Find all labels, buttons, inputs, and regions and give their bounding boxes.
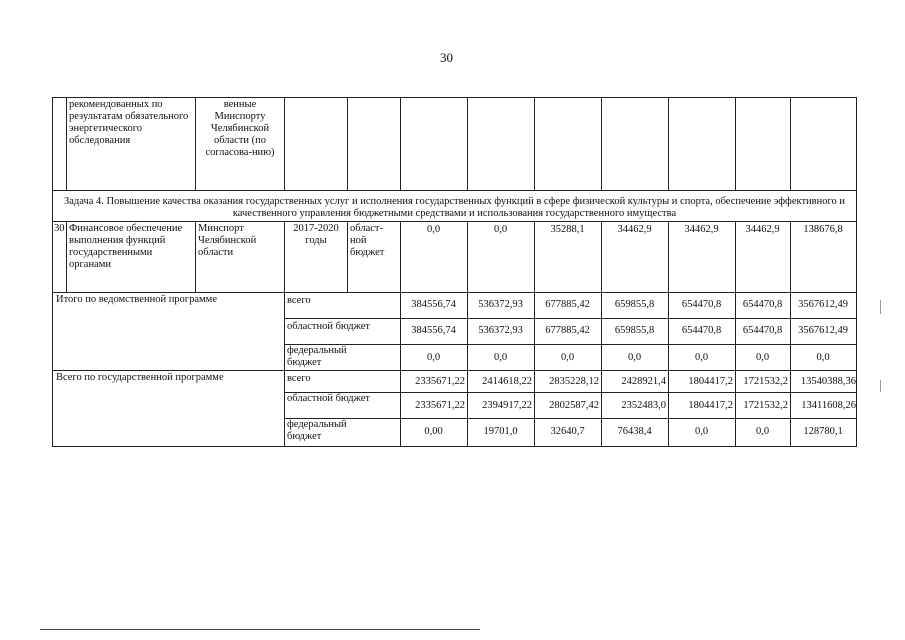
vsego-vsego-v1: 2335671,22 (415, 376, 465, 387)
table-border (347, 221, 348, 292)
table-border (534, 97, 535, 190)
itogo-vsego-total: 3567612,49 (798, 299, 848, 310)
itogo-fed-v6: 0,0 (755, 352, 770, 363)
itogo-obl-total: 3567612,49 (798, 325, 848, 336)
vsego-fed-total: 128780,1 (803, 426, 843, 437)
task-heading: Задача 4. Повышение качества оказания государственных услуг и исполнения государственных функций в сфере физической культуры и спорта, обеспечение эффективного и качественного управления бюджетными средствами и использования государственного имущества (63, 196, 846, 219)
responsible-cell: венные Минспорту Челябинской области (по согласова-нию) (205, 99, 275, 158)
vsego-fed-v2: 19701,0 (483, 426, 518, 437)
vsego-vsego-v4: 2428921,4 (621, 376, 666, 387)
vsego-fed-label: федеральный бюджет (287, 419, 347, 442)
vsego-fed-v6: 0,0 (755, 426, 770, 437)
vsego-obl-v4: 2352483,0 (621, 400, 666, 411)
value-col5: 34462,9 (684, 224, 719, 235)
table-border (467, 97, 468, 190)
event-name: Финансовое обеспечение выполнения функций государственными органами (69, 223, 183, 270)
vsego-vsego-v2: 2414618,22 (482, 376, 532, 387)
table-border (52, 97, 857, 98)
table-border (52, 292, 857, 293)
vsego-obl-v5: 1804417,2 (688, 400, 733, 411)
value-2018: 0,0 (493, 224, 508, 235)
itogo-obl-v5: 654470,8 (681, 325, 722, 336)
vsego-obl-v3: 2802587,42 (549, 400, 599, 411)
vsego-fed-v3: 32640,7 (550, 426, 585, 437)
itogo-fed-v1: 0,0 (426, 352, 441, 363)
vsego-obl-v6: 1721532,2 (743, 400, 788, 411)
itogo-obl-v6: 654470,8 (742, 325, 783, 336)
period: 2017-2020 годы (293, 223, 339, 246)
scan-mark (880, 380, 881, 392)
itogo-vsego-v3: 677885,42 (545, 299, 590, 310)
table-border (284, 318, 857, 319)
itogo-obl-label: областной бюджет (287, 321, 370, 332)
table-border (284, 97, 285, 190)
itogo-fed-v3: 0,0 (560, 352, 575, 363)
table-border (195, 221, 196, 292)
table-border (284, 221, 285, 447)
itogo-obl-v1: 384556,74 (411, 325, 456, 336)
itogo-vsego-v2: 536372,93 (478, 299, 523, 310)
vsego-obl-v1: 2335671,22 (415, 400, 465, 411)
itogo-fed-v5: 0,0 (694, 352, 709, 363)
itogo-obl-v2: 536372,93 (478, 325, 523, 336)
itogo-vsego-v1: 384556,74 (411, 299, 456, 310)
vsego-obl-v2: 2394917,22 (482, 400, 532, 411)
table-border (400, 97, 401, 190)
value-2017: 0,0 (426, 224, 441, 235)
table-border (195, 97, 196, 190)
vsego-fed-v4: 76438,4 (617, 426, 652, 437)
value-2020: 34462,9 (617, 224, 652, 235)
value-2019: 35288,1 (550, 224, 585, 235)
itogo-obl-v3: 677885,42 (545, 325, 590, 336)
itogo-fed-label: федеральный бюджет (287, 345, 347, 368)
vsego-fed-v1: 0,00 (424, 426, 443, 437)
itogo-vsego-v5: 654470,8 (681, 299, 722, 310)
row-number: 30 (54, 223, 65, 234)
vsego-obl-label: областной бюджет (287, 393, 370, 404)
vsego-vsego-v5: 1804417,2 (688, 376, 733, 387)
vsego-label: Всего по государственной программе (56, 372, 224, 383)
value-total: 138676,8 (803, 224, 843, 235)
itogo-obl-v4: 659855,8 (614, 325, 655, 336)
table-border (347, 97, 348, 190)
itogo-vsego-label: всего (287, 295, 311, 306)
vsego-obl-total: 13411608,26 (801, 400, 856, 411)
table-border (52, 221, 857, 222)
value-col6: 34462,9 (745, 224, 780, 235)
funding-source: област-ной бюджет (350, 223, 385, 258)
table-border (66, 221, 67, 292)
vsego-vsego-v3: 2835228,12 (549, 376, 599, 387)
page-footer-line (40, 629, 480, 630)
itogo-fed-total: 0,0 (816, 352, 830, 363)
table-border (790, 97, 791, 190)
table-border (52, 370, 857, 371)
scan-mark (880, 300, 881, 314)
table-border (52, 446, 857, 447)
table-border (668, 97, 669, 190)
vsego-vsego-v6: 1721532,2 (743, 376, 788, 387)
table-border (856, 97, 857, 447)
table-border (601, 97, 602, 190)
itogo-label: Итого по ведомственной программе (56, 294, 217, 305)
table-border (284, 344, 857, 345)
vsego-vsego-label: всего (287, 373, 311, 384)
table-border (66, 97, 67, 190)
executor: Минспорт Челябинской области (198, 223, 257, 258)
recommendation-cell: рекомендованных по результатам обязательного энергетического обследования (69, 99, 189, 146)
itogo-vsego-v4: 659855,8 (614, 299, 655, 310)
vsego-vsego-total: 13540388,36 (800, 376, 856, 387)
page-number: 30 (440, 50, 453, 65)
itogo-vsego-v6: 654470,8 (742, 299, 783, 310)
itogo-fed-v2: 0,0 (493, 352, 508, 363)
table-border (52, 190, 857, 191)
itogo-fed-v4: 0,0 (627, 352, 642, 363)
vsego-fed-v5: 0,0 (694, 426, 709, 437)
table-border (735, 97, 736, 190)
table-border (284, 418, 857, 419)
table-border (52, 97, 53, 447)
